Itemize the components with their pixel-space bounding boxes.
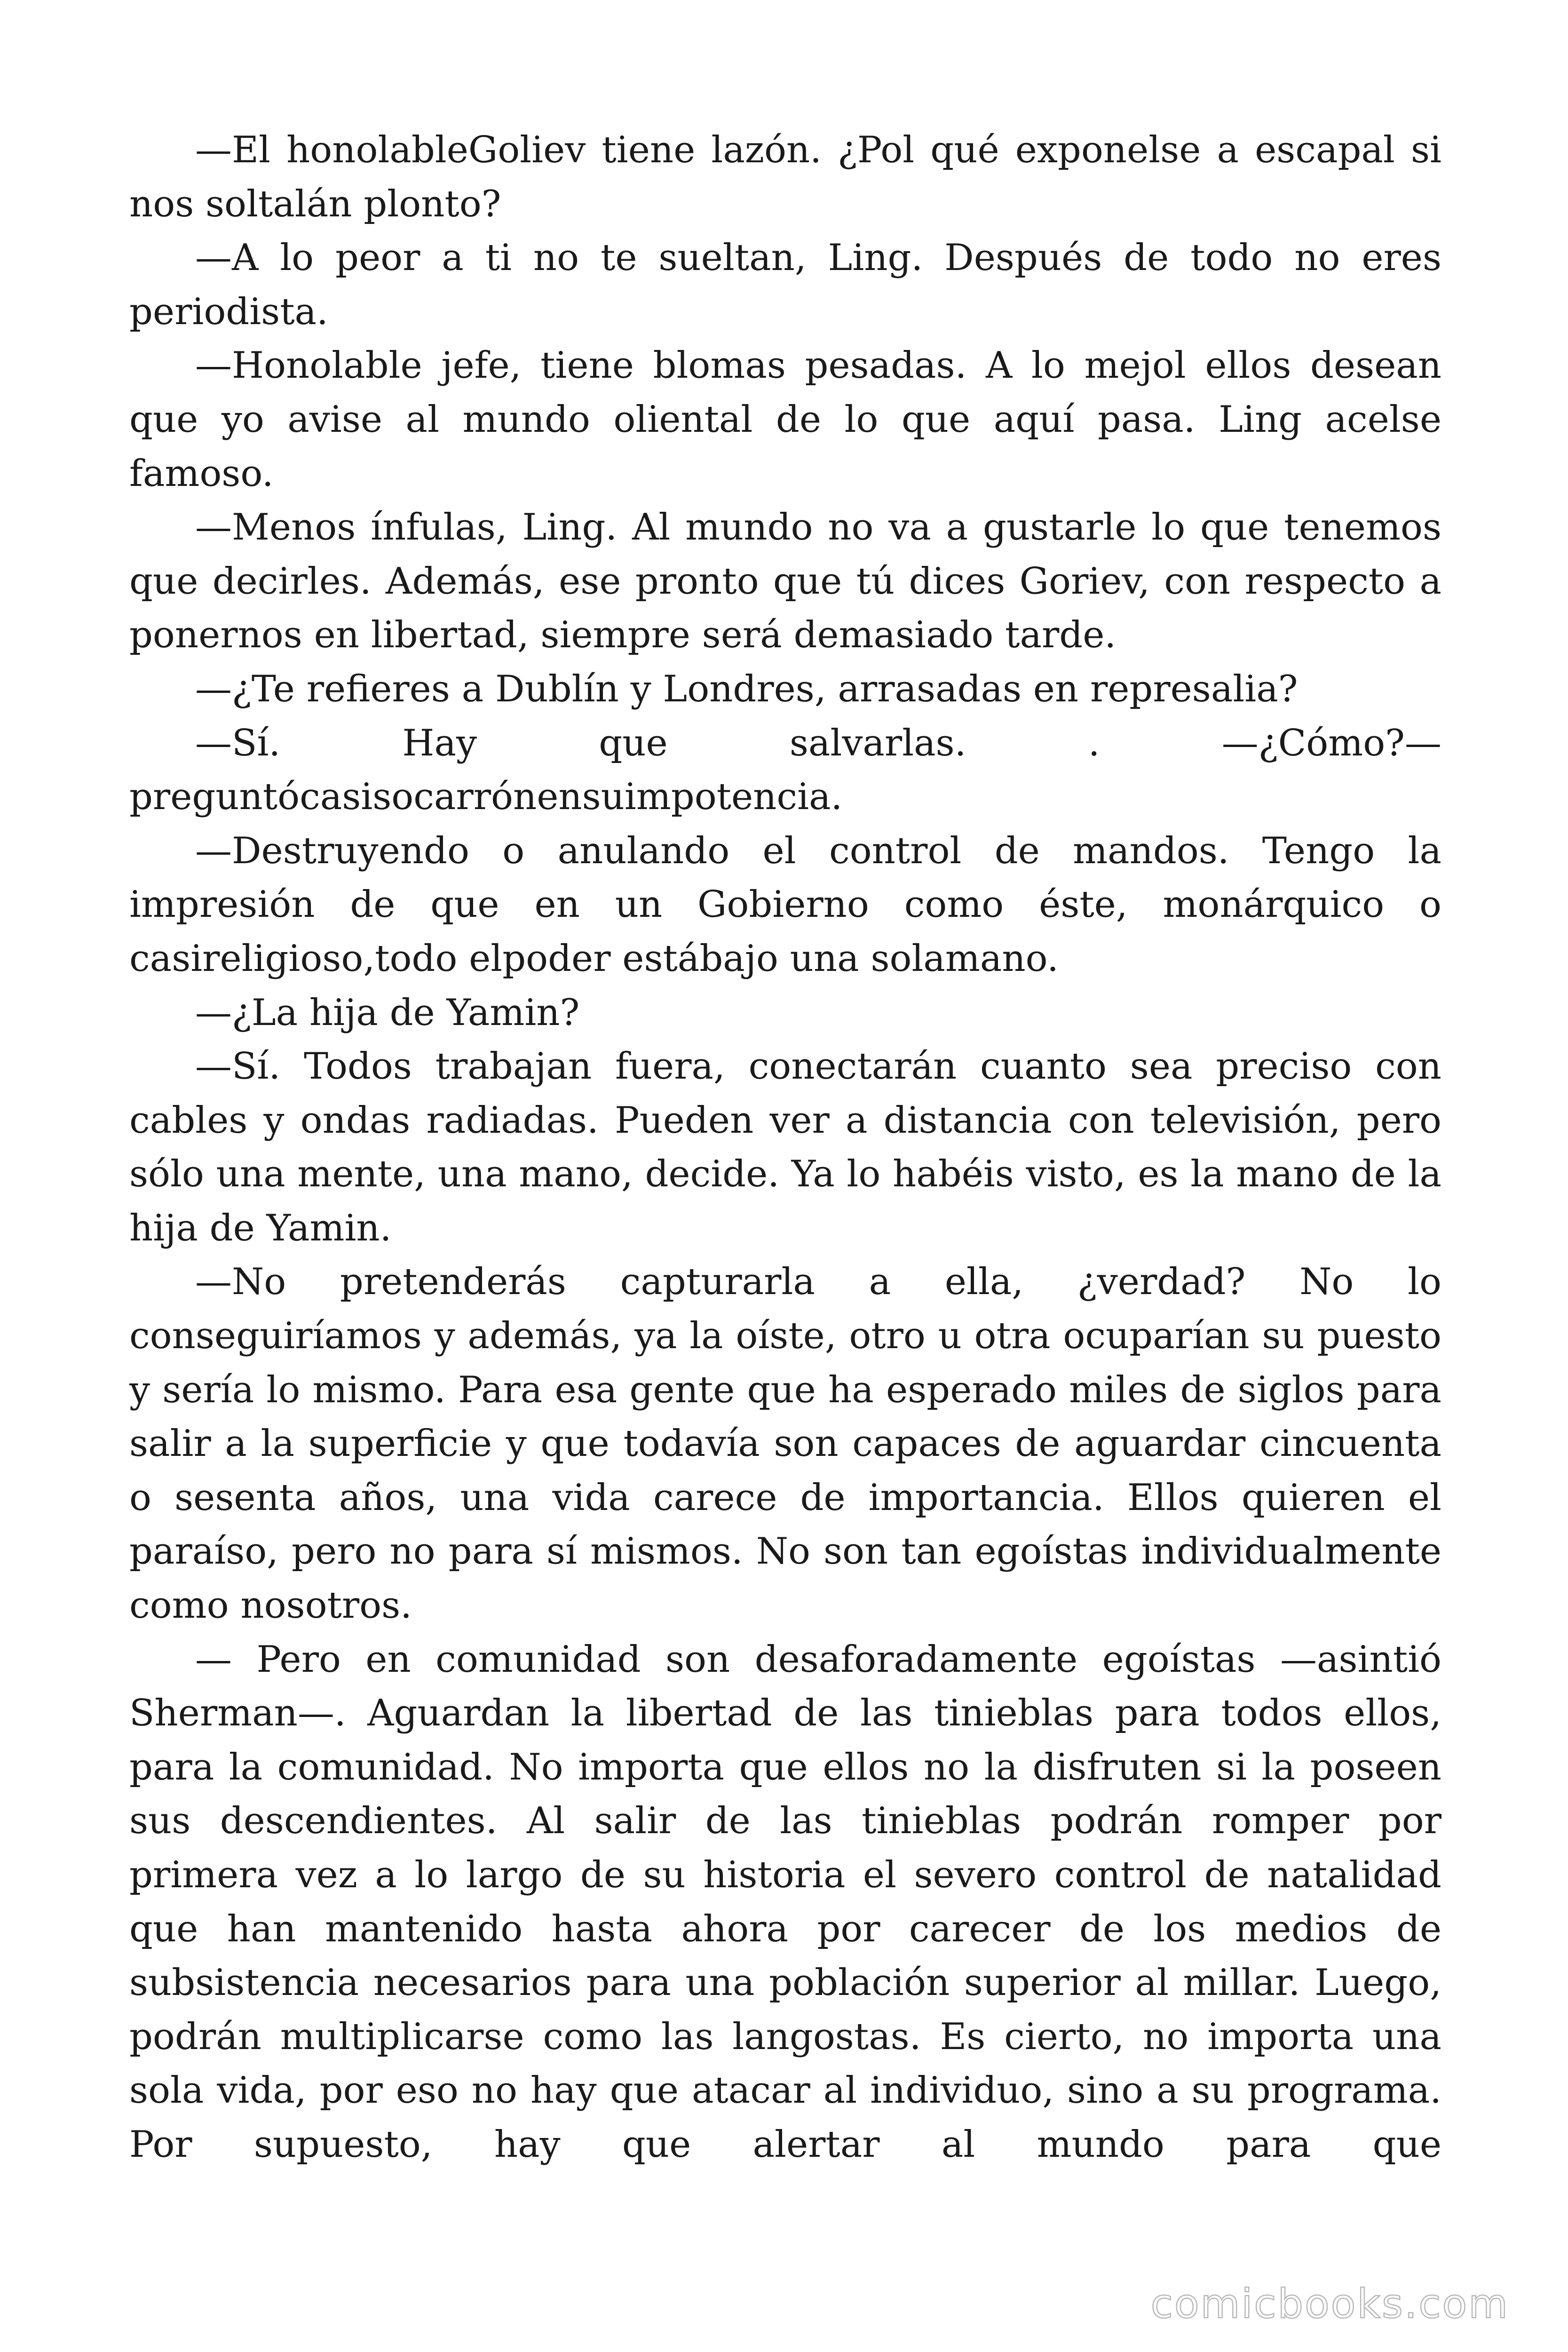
- paragraph: — Pero en comunidad son desaforadamente egoístas —asintió Sherman—. Aguardan la libertad de las tinieblas para todos ellos, para la comunidad. No importa que ellos no la disfruten si la poseen sus descendientes. Al salir de las tinieblas podrán romper por primera vez a lo largo de su historia el severo control de natalidad que han mantenido hasta ahora por carecer de los medios de subsistencia necesarios para una población superior al millar. Luego, podrán multiplicarse como las langostas. Es cierto, no importa una sola vida, por eso no hay que atacar al individuo, sino a su programa. Por supuesto, hay que alertar al mundo para que: [129, 1638, 1441, 2166]
- paragraph: —Sí. Todos trabajan fuera, conectarán cuanto sea preciso con cables y ondas radiadas. Pueden ver a distancia con televisión, pero sólo una mente, una mano, decide. Ya lo habéis visto, es la mano de la hija de Yamin.: [129, 1045, 1441, 1249]
- paragraph: —Honolable jefe, tiene blomas pesadas. A lo mejol ellos desean que yo avise al mundo oliental de lo que aquí pasa. Ling acelse famoso.: [129, 344, 1441, 495]
- paragraph: —No pretenderás capturarla a ella, ¿verdad? No lo conseguiríamos y además, ya la oíste, otro u otra ocuparían su puesto y sería lo mismo. Para esa gente que ha esperado miles de siglos para salir a la superficie y que todavía son capaces de aguardar cincuenta o sesenta años, una vida carece de importancia. Ellos quieren el paraíso, pero no para sí mismos. No son tan egoístas individualmente como nosotros.: [129, 1261, 1441, 1627]
- paragraph: —Sí. Hay que salvarlas. . —¿Cómo?— preguntócasisocarrónensuimpotencia.: [129, 722, 1441, 818]
- paragraph: —Menos ínfulas, Ling. Al mundo no va a gustarle lo que tenemos que decirles. Además, ese pronto que tú dices Goriev, con respecto a ponernos en libertad, siempre será demasiado tarde.: [129, 506, 1441, 657]
- paragraph: —Destruyendo o anulando el control de mandos. Tengo la impresión de que en un Gobierno como éste, monárquico o casireligioso,todo elpoder estábajo una solamano.: [129, 829, 1441, 980]
- paragraph: —A lo peor a ti no te sueltan, Ling. Después de todo no eres periodista.: [129, 237, 1441, 333]
- watermark: comicbooks.com: [1150, 2280, 1509, 2328]
- body-text: [129, 123, 1441, 2172]
- paragraph: —¿La hija de Yamin?: [195, 991, 580, 1034]
- paragraph: —El honolableGoliev tiene lazón. ¿Pol qué exponelse a escapal si nos soltalán plonto?: [129, 129, 1441, 225]
- paragraph: —¿Te refieres a Dublín y Londres, arrasadas en represalia?: [195, 667, 1298, 710]
